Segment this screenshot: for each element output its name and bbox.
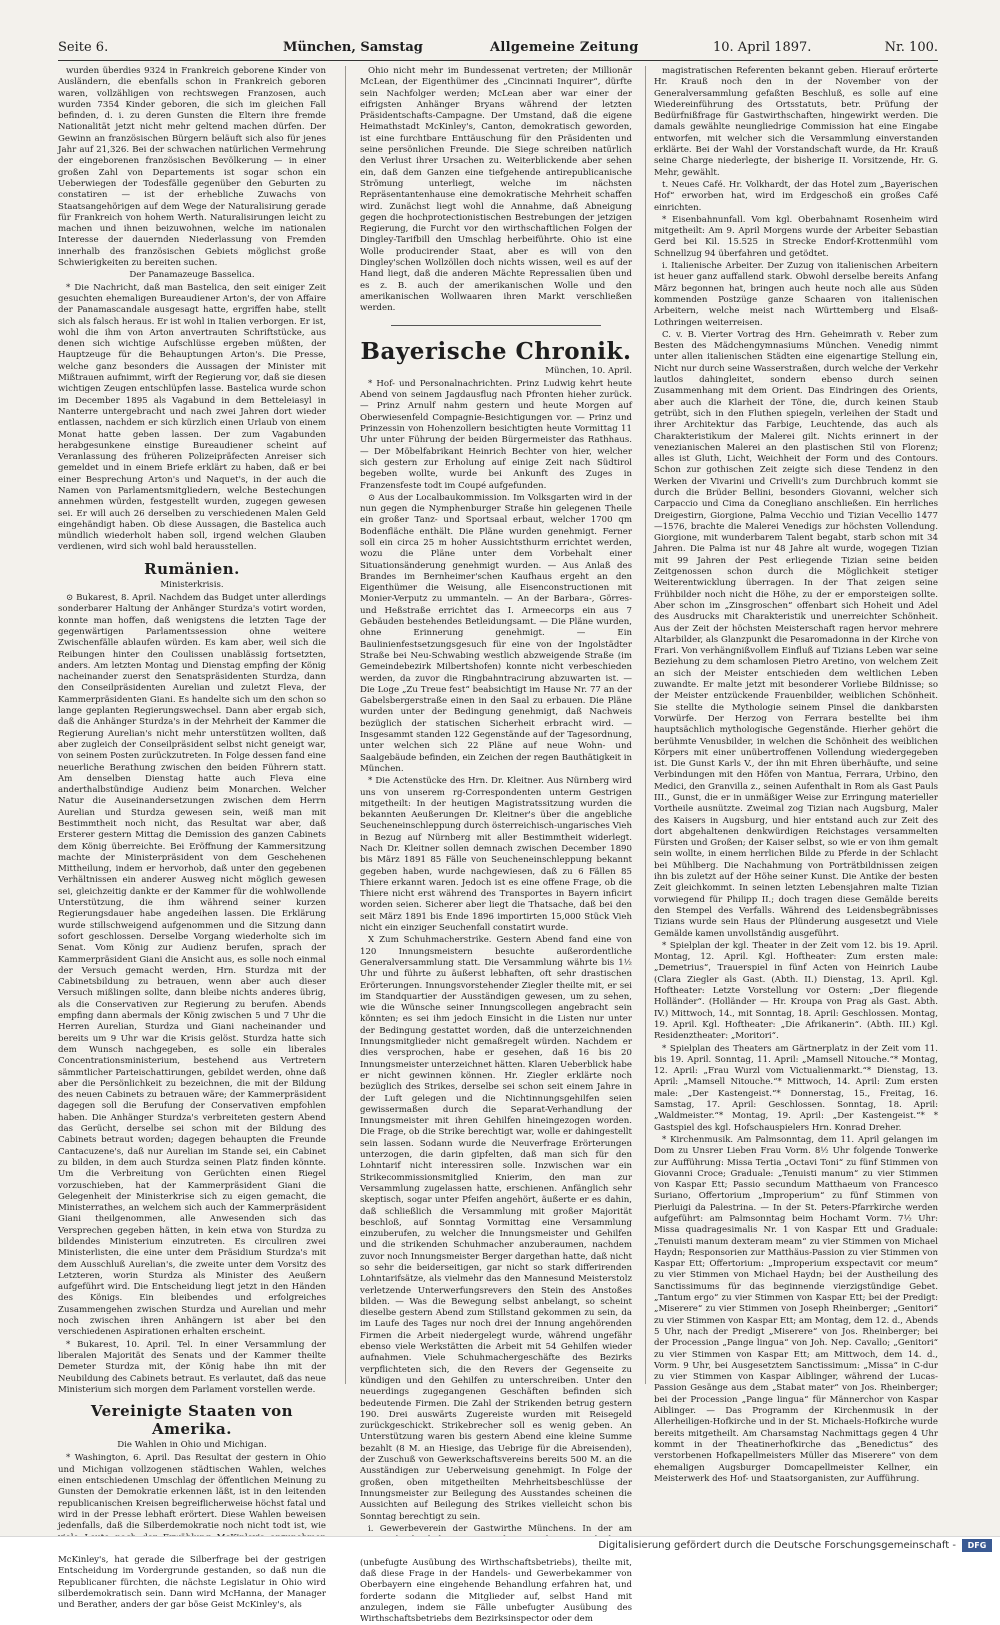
column-1 [58, 66, 326, 1611]
section-rule [391, 325, 601, 326]
article-paragraph: * Kirchenmusik. Am Palmsonntag, dem 11. April gelangen im Dom zu Unsrer Lieben Frau Vorm. 8½ Uhr folgende Tonwerke zur Aufführung: Missa Tertia „Octavi Toni“ zu fünf Stimmen von Giovanni Croce; Graduale: „Tenuisti manum“ zu vier Stimmen von Kaspar Ett; Passio secundum Matthaeum von Francesco Suriano, Offertorium „Improperium“ zu fünf Stimmen von Pierluigi da Palestrina. — In der St. Peters-Pfarrkirche werden aufgeführt: am Palmsonntag beim Hochamt Vorm. 7½ Uhr: Missa quadragesimalis Nr. 1 von Kaspar Ett und Graduale: „Tenuisti manum dexteram meam“ zu vier Stimmen von Michael Haydn; Responsorien zur Matthäus-Passion zu vier Stimmen von Kaspar Ett; Offertorium: „Improperium exspectavit cor meum“ zu vier Stimmen von Michael Haydn; bei der Austheilung des Sanctissimums für das beginnende vierzigstündige Gebet. „Tantum ergo“ zu vier Stimmen von Kaspar Ett; bei der Predigt: „Miserere“ zu vier Stimmen von Joseph Rheinberger; „Genitori“ zu vier Stimmen von Kaspar Ett; am Montag, dem 12. d., Abends 5 Uhr, nach der Predigt „Miserere“ von Jos. Rheinberger; bei der Procession „Pange lingua“ von Joh. Nep. Cavallo; „Genitori“ zu vier Stimmen von Kaspar Ett; am Mittwoch, dem 14. d., Vorm. 9 Uhr, bei Ausgesetztem Sanctissimum: „Missa“ in C-dur zu vier Stimmen von Kaspar Aiblinger, während der Lucas-Passion Gesänge aus dem „Stabat mater“ von Jos. Rheinberger; bei der Procession „Pange lingua“ für Männerchor von Kaspar Aiblinger. — Das Programm der Kirchenmusik in der Allerheiligen-Hofkirche und in der St. Michaels-Hofkirche wurde bereits mitgetheilt. Am Charsamstag Nachmittags gegen 4 Uhr kommt in der Theatinerhofkirche das „Benedictus“ des verstorbenen Hofkapellmeisters Müller das Miserere“ von dem ehemaligen Augsburger Domcapellmeister Kellner, ein Meisterwerk des Hof- und Staatsorganisten, zur Aufführung. [654, 1134, 938, 1484]
article-paragraph: * Spielplan des Theaters am Gärtnerplatz in der Zeit vom 11. bis 19. April. Sonntag, 11. April: „Mamsell Nitouche.“* Montag, 12. April: „Frau Wurzl vom Victualienmarkt.“* Dienstag, 13. April: „Mamsell Nitouche.“* Mittwoch, 14. April: Zum ersten male: „Der Kastengeist.“* Donnerstag, 15., Freitag, 16. Samstag, 17. April: Geschlossen. Sonntag, 18. April: „Waldmeister.“* Montag, 19. April: „Der Kastengeist.“* * Gastspiel des kgl. Hofschauspielers Hrn. Konrad Dreher. [654, 1043, 938, 1133]
article-paragraph: * Washington, 6. April. Das Resultat der gestern in Ohio und Michigan vollzogenen städtischen Wahlen, welches einen entschiedenen Umschlag der öffentlichen Meinung zu Gunsten der Demokratie erkennen läßt, ist in den leitenden republicanischen Kreisen begreiflicherweise höchst fatal und wird in der Presse lebhaft erörtert. Diese Wahlen beweisen jedenfalls, daß die Silberdemokratie noch nicht todt ist, wie McKinley's, hat gerade die Silberfrage bei der gestrigen Entscheidung im Vordergrunde gestanden, so daß nun die Republicaner fürchten, die nächste Legislatur in Ohio wird silberdemokratisch sein. Dann wird McHanna, der Manager und Berather, anders der gar böse Geist McKinley's, als [58, 1453, 326, 1611]
column-3 [654, 66, 938, 1484]
page-header [58, 38, 938, 62]
article-paragraph: Ohio nicht mehr im Bundessenat vertreten; der Millionär McLean, der Eigenthümer des „Cincinnati Inquirer“, dürfte sein Nachfolger werden; McLean aber war einer der eifrigsten Anhänger Bryans während der letzten Präsidentschafts-Campagne. Der Umstand, daß die eigene Heimathstadt McKinley's, Canton, demokratisch geworden, ist eine furchtbare Enttäuschung für den Präsidenten und seine persönlichen Freunde. Die Siege schreiben natürlich den Verlust ihrer Ursachen zu. Weiterblickende aber sehen ein, daß dem Ganzen eine tiefgehende antirepublicanische Strömung unterliegt, welche im nächsten Repräsentantenhause eine demokratische Mehrheit schaffen wird. Zunächst liegt wohl die Annahme, daß Abneigung gegen die hochprotectionistischen Bestrebungen der jetzigen Regierung, die Furcht vor den wirthschaftlichen Folgen der Dingley-Tarifbill den Umschlag herbeiführte. Ohio ist eine Wolle producirender Staat, aber es will von den Dingley'schen Wollzöllen doch nichts wissen, weil es auf der Hand liegt, daß die anderen Mächte Repressalien üben und es z. B. auch der amerikanischen Wolle und den amerikanischen Wollwaaren ihren Markt verschließen werden. [360, 66, 632, 314]
dfg-logo: DFG [962, 1539, 992, 1552]
issue-date: 10. April 1897. [713, 40, 812, 55]
article-paragraph: X Zum Schuhmacherstrike. Gestern Abend fand eine von 120 Innungsmeistern besuchte außerordentliche Generalversammlung statt. Die Versammlung währte bis 1½ Uhr und führte zu äußerst lebhaften, oft sehr drastischen Erörterungen. Innungsvorstehender Ziegler theilte mit, er sei im Standquartier der Ausständigen gewesen, um zu sehen, wie die Wünsche seiner Innungscollegen angebracht sein könnten; es sei ihm jedoch Einsicht in die Listen nur unter der Bedingung gestattet worden, daß die unterzeichnenden Innungsmitglieder nicht gemaßregelt würden. Nachdem er dies versprochen, habe er gesehen, daß 16 bis 20 Innungsmeister unterzeichnet hätten. Klaren Ueberblick habe er nicht gewinnen können. Hr. Ziegler erklärte noch bezüglich des Strikes, derselbe sei schon seit einem Jahre in der Luft gelegen und die Nichtinnungsgehilfen seien gewissermaßen durch die Separat-Verhandlung der Innungsmeister mit ihren Gehilfen hineingezogen worden. Die Frage, ob die Strike berechtigt war, wolle er dahingestellt sein lassen. Sodann wurde die Neuverfrage Erörterungen unterzogen, die darin gipfelten, daß man sich für den Lohntarif nicht interessiren solle. Inzwischen war ein Strikecommissionsmitglied Knierim, den man zur Versammlung zugelassen hatte, erschienen. Anfänglich sehr skeptisch, sogar unter Pfeifen angehört, äußerte er es dahin, daß schließlich die Versammlung mit großer Majorität beschloß, auf Sonntag Vormittag eine Versammlung einzuberufen, zu welcher die Innungsmeister und Gehilfen und die strikenden Schuhmacher anzuberaumen, nachdem zuvor noch Innungsmeister Berger dargethan hatte, daß nicht so sehr die beiderseitigen, gar nicht so stark differirenden Lohntarifsätze, als vielmehr das den Mannesund Meisterstolz verletzende Unterwerfungsrevers den Stein des Anstoßes bilden. — Was die Bewegung selbst anbelangt, so scheint dieselbe gestern Abend zum Stillstand gekommen zu sein, da im Laufe des Tages nur noch drei der Innung angehörenden Firmen die Arbeit niedergelegt wurde, während ungefähr ebenso viele Werkstätten die Arbeit mit 54 Gehilfen wieder aufnahmen. Viele Schuhmachergeschäfte des Bezirks verpflichteten sich, die den Revers der Gegenseite zu kündigen und den Gehilfen zu unterschreiben. Unter den neuerdings zugegangenen Geschäften befinden sich bedeutende Firmen. Die Zahl der Strikenden betrug gestern 190. Drei auswärts Zugereiste wurden mit Reisegeld zurückgeschickt. Strikebrecher soll es wenig geben. An Unterstützung waren bis gestern Abend eine kleine Summe bezahlt (8 M. an Hiesige, das Uebrige für die Abreisenden), der Zuschuß von Gewerkschaftsvereins bereits 500 M. an die Ausständigen zur Ueberweisung genehmigt. In Folge der großen, oben mitgetheilten Mehrheitsbeschlüsse der Innungsmeister zur Beilegung des Ausstandes scheinen die Aussichten auf Beilegung des Strikes vielleicht schon bis Sonntag berechtigt zu sein. [360, 935, 632, 1522]
article-paragraph: i. Italienische Arbeiter. Der Zuzug von italienischen Arbeitern ist heuer ganz auffallend stark. Obwohl derselbe bereits Anfang März begonnen hat, bringen auch heute noch alle aus Süden kommenden Postzüge ganze Schaaren von italienischen Arbeitern, welche meist nach Württemberg und Elsaß-Lothringen weiterreisen. [654, 261, 938, 328]
section-subheading: Die Wahlen in Ohio und Michigan. [117, 1440, 267, 1451]
article-paragraph: magistratischen Referenten bekannt geben. Hierauf erörterte Hr. Krauß noch den in der November von der Generalversammlung gefaßten Beschluß, es solle auf eine Wiedereinführung des Ortsstatuts, betr. Prüfung der Bedürfnißfrage für Gastwirthschaften, hingewirkt werden. Die damals gewählte neungliedrige Commission hat eine Eingabe entworfen, mit welcher sich die Versammlung einverstanden erklärte. Bei der Wahl der Vorstandschaft wurde, da Hr. Krauß seine Charge niederlegte, der bisherige II. Vorsitzende, Hr. G. Mehr, gewählt. [654, 66, 938, 178]
digitization-footer [0, 1536, 1000, 1555]
article-heading: Der Panamazeuge Basselica. [129, 270, 255, 281]
newspaper-title: Allgemeine Zeitung [490, 40, 639, 55]
article-paragraph: C. v. B. Vierter Vortrag des Hrn. Geheimrath v. Reber zum Besten des Mädchengymnasiums München. Venedig nimmt unter allen italienischen Städten eine eigenartige Stellung ein, Nicht nur durch seine Wasserstraßen, durch welche der Verkehr lautlos dahingleitet, sondern ebenso durch seinen Zusammenhang mit dem Orient. Das Eindringen des Orients, aber auch die Klarheit der Töne, die, durch keinen Staub getrübt, sich in den Fluthen spiegeln, verleihen der Stadt und ihrer Architektur das Farbige, Leuchtende, das auch als Charakteristikum der Malerei gilt. Nichts erinnert in der venezianischen Malerei an den plastischen Stil von Florenz; alles ist Gluth, Licht, Weichheit der Form und des Contours. Schon zur gothischen Zeit zeigte sich diese Tendenz in den Werken der Vivarini und Crivelli's zum Durchbruch kommt sie durch die Brüder Bellini, besonders Giovanni, welcher sich Carpaccio und Cima da Conegliano anschließen. Ein herrliches Dreigestirn, Giorgione, Palma Vecchio und Tizian Vecellio 1477—1576, brachte die Malerei Venedigs zur höchsten Vollendung. Giorgione, mit wunderbarem Talent begabt, starb schon mit 34 Jahren. Die Palma ist nur 48 Jahre alt wurde, wogegen Tizian mit 99 Jahren der Pest erliegende Tizian seine beiden Zeitgenossen schon durch die Möglichkeit stetiger Weiterentwicklung überragen. In der That zeigen seine Frühbilder noch nicht die Höhe, zu der er emporsteigen sollte. Aber schon im „Zinsgroschen“ offenbart sich Hoheit und Adel des Ausdrucks mit Charakteristik und unerreichter Schönheit. Aus der Zeit der höchsten Meisterschaft ragen hervor mehrere Altarbilder, als Glanzpunkt die Pesaromadonna in der Kirche von Frari. Von verhängnißvollem Einfluß auf Tizians Leben war seine Beziehung zu dem schamlosen Pietro Aretino, von welchem Zeit an sich der Meister entschieden dem weltlichen Leben zuwandte. Er malte jetzt mit besonderer Vorliebe Bildnisse; so der Meister entzückende Frauenbilder, weiblichen Schönheit. Sie stellte die Mythologie seinem Pinsel die dankbarsten Vorwürfe. Der Herzog von Ferrara bestellte bei ihm hauptsächlich mythologische Gegenstände. Hierher gehört die berühmte Venusbilder, in welchen die Schönheit des weiblichen Körpers mit einer unübertroffenen Vollendung wiedergegeben ist. Die Gunst Karls V., der ihn mit Ehren überhäufte, und seine Verbindungen mit den Höfen von Mantua, Ferrara, Urbino, den Medici, den Granvilla z., seinen Aufenthalt in Rom als Gast Pauls III., Gunst, die er in unmäßiger Weise zur Erringung materieller Vortheile ausnützte. Zweimal zog Tizian nach Augsburg, Maler des Kaisers in Augsburg, und hier entstand auch zur Zeit des dort abgehaltenen denkwürdigen Reichstages versammelten Fürsten und Großen; der Kaiser selbst, so wie er von ihm gemalt sein wollte, in einem herrlichen Bilde zu Pferde in der Schlacht bei Mühlberg. Die Nachahmung von Porträtbildnissen zeigen ihn bis zuletzt auf der Höhe seiner Kunst. Die Antike der besten Zeit gleichkommt. In seinen letzten Lebensjahren malte Tizian vorwiegend für Philipp II.; doch tragen diese Gemälde bereits den Stempel des Verfalls. Während des Leidensbegräbnisses Tizians wurde sein Haus der Plünderung ausgesetzt und Viele Gemälde kamen unvollständig ausgeführt. [654, 329, 938, 939]
article-paragraph: t. Neues Café. Hr. Volkhardt, der das Hotel zum „Bayerischen Hof“ erworben hat, wird im Erdgeschoß ein großes Café einrichten. [654, 179, 938, 213]
article-paragraph: * Die Nachricht, daß man Bastelica, den seit einiger Zeit gesuchten ehemaligen Bureaudiener Arton's, der von Affaire der Panamascandale ausgesagt hatte, ergriffen habe, stellt sich als falsch heraus. Er ist wohl in Italien verborgen. Er ist, wohl die ihm von Arton anvertrauten Schriftstücke, aus denen sich wichtige Aufschlüsse ergeben müßten, der Hauptzeuge für die Behauptungen Arton's. Die Presse, welche ganz besonders die Aussagen der Minister mit Mißtrauen aufnimmt, wirft der Regierung vor, daß sie diesen wichtigen Zeugen entschlüpfen lasse. Bastelica wurde schon im December 1895 als Vagabund in dem Betteleiasyl in Nanterre untergebracht und nach zwei Jahren dort wieder entlassen, nachdem er sich kürzlich einen Urlaub von einem Monat hatte geben lassen. Der zum Vagabunden herabgesunkene einstige Bureaudiener scheint auf Veranlassung des früheren Polizeipräfecten Anreiser sich gemeldet und in einem Briefe erklärt zu haben, daß er bei einer Besprechung Arton's und Naquet's, in der auch die Namen von Parlamentsmitgliedern, welche Bestechungen annehmen würden, festgestellt wurden, zugegen gewesen sei. Er will auch 26 derselben zu verschiedenen Malen Geld eingehändigt haben. Ob diese Aussagen, die Bastelica auch mündlich wiederholt haben soll, irgend welchen Glauben verdienen, wird sich wohl bald herausstellen. [58, 282, 326, 553]
column-divider [345, 66, 346, 1384]
section-heading-rumaenien: Rumänien. [144, 559, 240, 578]
section-heading-amerika: Vereinigte Staaten von Amerika. [90, 1402, 294, 1439]
header-rule [58, 60, 938, 61]
article-paragraph: i. Gewerbeverein der Gastwirthe Münchens. In der am (unbefugte Ausübung des Wirthschaftsbetriebs), theilte mit, daß diese Frage in der Handels- und Gewerbekammer von Oberbayern eine eingehende Behandlung erfahren hat, und forderte sodann die Mitglieder auf, selbst Hand mit anzulegen, indem sie Fälle unbefugter Ausübung des Wirthschaftsbetriebs dem Bezirksinspector oder dem [360, 1523, 632, 1625]
article-paragraph: * Die Actenstücke des Hrn. Dr. Kleitner. Aus Nürnberg wird uns von unserem rg-Correspondenten unterm Gestrigen mitgetheilt: In der heutigen Magistratssitzung wurden die bekannten Aeußerungen Dr. Kleitner's über die angebliche Seucheneinschleppung durch österreichisch-ungarisches Vieh in Bezug auf Nürnberg mit aller Bestimmtheit widerlegt. Nach Dr. Kleitner sollen demnach zwischen December 1890 bis März 1891 85 Fälle von Seucheneinschleppung bekannt gegeben haben, wurde nachgewiesen, daß zu 6 Fällen 85 Thiere erkannt waren. Jedoch ist es eine offene Frage, ob die Thiere nicht erst während des Transportes in Bayern inficirt worden seien. Sicherer aber liegt die Thatsache, daß bei den seit März 1891 bis Ende 1896 importirten 15,000 Stück Vieh nicht ein einziger Seuchenfall constatirt wurde. [360, 776, 632, 934]
column-divider [645, 66, 646, 1384]
place-and-day: München, Samstag [283, 40, 423, 55]
column-2 [360, 66, 632, 1625]
article-paragraph: * Eisenbahnunfall. Vom kgl. Oberbahnamt Rosenheim wird mitgetheilt: Am 9. April Morgens wurde der Arbeiter Sebastian Gerd bei Kil. 15.525 in Strecke Endorf-Krottenmühl vom Schnellzug 94 überfahren und getödtet. [654, 214, 938, 259]
article-paragraph: * Bukarest, 10. April. Tel. In einer Versammlung der liberalen Majorität des Senats und der Kammer theilte Demeter Sturdza mit, der König habe ihn mit der Neubildung des Cabinets betraut. Es verlautet, daß das neue Ministerium sich morgen dem Parlament vorstellen werde. [58, 1339, 326, 1395]
funding-notice: Digitalisierung gefördert durch die Deutsche Forschungsgemeinschaft - [598, 1540, 956, 1551]
article-paragraph: * Hof- und Personalnachrichten. Prinz Ludwig kehrt heute Abend von seinem Jagdausflug nach Pfronten hieher zurück. — Prinz Arnulf nahm gestern und heute Morgen auf Oberwiesenfeld Compagnie-Besichtigungen vor. — Prinz und Prinzessin von Hohenzollern besichtigten heute Vormittag 11 Uhr unter Führung der beiden Bürgermeister das Rathhaus. — Der Möbelfabrikant Heinrich Bechter von hier, welcher sich gestern zur Erholung auf einige Zeit nach Südtirol begeben wollte, wurde bei Ankunft des Zuges in Franzensfeste todt im Coupé aufgefunden. [360, 378, 632, 491]
article-paragraph: * Spielplan der kgl. Theater in der Zeit vom 12. bis 19. April. Montag, 12. April. Kgl. Hoftheater: Zum ersten male: „Demetrius“, Trauerspiel in fünf Acten von Heinrich Laube (Clara Ziegler als Gast. (Abth. II.) Dienstag, 13. April. Kgl. Hoftheater: Letzte Vorstellung vor Ostern: „Der fliegende Holländer“. (Holländer — Hr. Kroupa von Prag als Gast. Abth. IV.) Mittwoch, 14., mit Sonntag, 18. April: Geschlossen. Montag, 19. April. Kgl. Hoftheater: „Die Afrikanerin“. (Abth. III.) Kgl. Residenztheater: „Moritori“. [654, 940, 938, 1042]
section-subheading: Ministerkrisis. [160, 579, 224, 590]
article-paragraph: ⊙ Aus der Localbaukommission. Im Volksgarten wird in der nun gegen die Nymphenburger Straße hin gelegenen Theile ein großer Tanz- und Sportsaal erbaut, welcher 1700 qm Bodenfläche enthält. Die Pläne wurden genehmigt. Ferner soll ein circa 25 m hoher Aussichtsthurm errichtet werden, wozu die Pläne unter dem Vorbehalt einer Situationsänderung genehmigt wurden. — Aus Anlaß des Brandes im Bernheimer'schen Kaufhaus ergeht an den Eigenthümer die Weisung, alle Eisenconstructionen mit Monier-Verputz zu ummanteln. — An der Barbara-, Görres- und Heßstraße errichtet das I. Armeecorps ein aus 7 Gebäuden bestehendes Betleidungsamt. — Die Pläne wurden, ohne Erinnerung genehmigt. — Ein Baulinienfestsetzungsgesuch für eine von der Ingolstädter Straße bei Neu-Schwabing westlich abzweigende Straße (im Gemeindebezirk Milbertshofen) konnte nicht verbeschieden werden, da zuvor die Ringbahntracirung abzuwarten ist. — Die Loge „Zu Treue fest“ beabsichtigt im Hause Nr. 77 an der Gabelsbergerstraße einen in den Saal zu erbauen. Die Pläne wurden unter der Bedingung genehmigt, daß Nachweis bezüglich der statischen Sicherheit erbracht wird. — Insgesammt standen 122 Gegenstände auf der Tagesordnung, unter welchen sich 22 Pläne auf neue Wohn- und Saalgebäude befinden, ein Zeichen der regen Bauthätigkeit in München. [360, 492, 632, 774]
section-heading-chronik: Bayerische Chronik. [360, 337, 632, 365]
page-number: Seite 6. [58, 40, 109, 55]
issue-number: Nr. 100. [884, 40, 938, 55]
article-paragraph: ⊙ Bukarest, 8. April. Nachdem das Budget unter allerdings sonderbarer Haltung der Anhänger Sturdza's votirt worden, konnte man hoffen, daß wenigstens die letzten Tage der gegenwärtigen Parlamentssession ohne weitere Zwischenfälle ablaufen würden. Es kam aber, weil sich die Reibungen hinter den Coulissen unablässig fortsetzten, anders. Am letzten Montag und Dienstag empfing der König nacheinander zuerst den Senatspräsidenten Sturdza, dann den Conseilpräsidenten Aurelian und zuletzt Fleva, der Kammerpräsidenten Giani. Es handelte sich um den schon so lange geplanten Regierungswechsel. Dann aber ergab sich, daß die Anhänger Sturdza's in der Mehrheit der Kammer die Regierung Aurelian's nicht mehr unterstützen wollten, daß aber zugleich der Conseilpräsident selbst nicht geneigt war, von seinem Posten zurückzutreten. In Folge dessen fand eine neuerliche Berathung zwischen den beiden Führern statt. Am denselben Dienstag hatte auch Fleva eine anderthalbstündige Audienz beim Monarchen. Welcher Natur die Auseinandersetzungen zwischen dem Herrn Aurelian und Sturdza gewesen sein, weiß man mit Bestimmtheit noch nicht, das Resultat war aber, daß Ersterer gestern Mittag die Demission des ganzen Cabinets dem König überreichte. Bei Eröffnung der Kammersitzung machte der Ministerpräsident von dem Geschehenen Mittheilung, indem er hervorhob, daß unter den gegebenen Verhältnissen ein anderer Ausweg nicht möglich gewesen sei, gleichzeitig dankte er der Kammer für die wohlwollende Unterstützung, die ihm während seiner kurzen Regierungsdauer habe angedeihen lassen. Die Erklärung wurde stillschweigend aufgenommen und die Sitzung dann sofort geschlossen. Derselbe Vorgang wiederholte sich im Senat. Vom König zur Audienz berufen, sprach der Kammerpräsident Giani die Ansicht aus, es solle noch einmal der Versuch gemacht werden, Hrn. Sturdza mit der Cabinetsbildung zu betrauen, wenn aber auch dieser Versuch mißlingen sollte, dann bleibe nichts anderes übrig, als die Conservativen zur Regierung zu berufen. Abends empfing dann abermals der König zwischen 5 und 7 Uhr die Herren Aurelian, Sturdza und Giani nacheinander und bereits um 9 Uhr war die Krisis gelöst. Sturdza hatte sich dem Wunsch nachgegeben, es solle ein liberales Concentrationsministerium, bestehend aus Vertretern sämmtlicher Parteischattirungen, gebildet werden, ohne daß aber die Persönlichkeit zu bezeichnen, die mit der Bildung des neuen Cabinets zu betrauen wäre; der Kammerpräsident dagegen soll die Berufung der Conservativen empfohlen haben. Die Anhänger Sturdza's verbreiteten gestern Abend das Gerücht, derselbe sei schon mit der Bildung des Cabinets betraut worden; dagegen behaupten die Freunde Cantacuzene's, daß nur Aurelian im Stande sei, ein Cabinet zu bilden, in dem auch Sturdza seinen Platz finden könnte. Um die Verbreitung von Gerüchten einen Riegel vorzuschieben, hat der Kammerpräsident Giani die Gelegenheit der Ministerkrise sich zu eigen gemacht, die Ministerrathes, an welchem sich auch der Kammerpräsident Giani theilgenommen, alle Anwesenden sich das Versprechen gegeben hätten, in kein etwa von Sturdza zu bildendes Ministerium einzutreten. Es circuliren zwei Ministerlisten, die eine unter dem Präsidium Sturdza's mit dem Ausschluß Aurelian's, die zweite unter dem Vorsitz des Letzteren, worin Sturdza als Minister des Aeußern aufgeführt wird. Die Entscheidung liegt jetzt in den Händen des Königs. Ein bleibendes und erfolgreiches Zusammengehen zwischen Sturdza und Aurelian und mehr noch zwischen ihren Anhängern ist aber bei den verschiedenen Aspirationen erhalten erscheint. [58, 593, 326, 1338]
article-paragraph: wurden überdies 9324 in Frankreich geborene Kinder von Ausländern, die ebenfalls schon in Frankreich geboren waren, vollzähligen von rechtswegen Franzosen, auch wurden 7354 Kinder geboren, die sich im gleichen Fall befinden, d. i. zu deren Gunsten die Eltern ihre fremde Nationalität jetzt nicht mehr geltend machen dürfen. Der Gewinn an französischen Bürgern beläuft sich also für jenes Jahr auf 21,326. Bei der schwachen natürlichen Vermehrung der eingeborenen französischen Bevölkerung — in einer großen Zahl von Departements ist sogar schon ein Ueberwiegen der Todesfälle gegenüber den Geburten zu constatiren — ist der erhebliche Zuwachs von Staatsangehörigen auf dem Wege der Naturalisirung gerade für Frankreich von hohem Werth. Naturalisirungen leicht zu machen und ihnen beizuwohnen, welche im nationalen Interesse der dauernden Niederlassung von Fremden innerhalb des französischen Gebiets möglichst große Schwierigkeiten zu bereiten suchen. [58, 66, 326, 269]
dateline: München, 10. April. [545, 365, 632, 376]
